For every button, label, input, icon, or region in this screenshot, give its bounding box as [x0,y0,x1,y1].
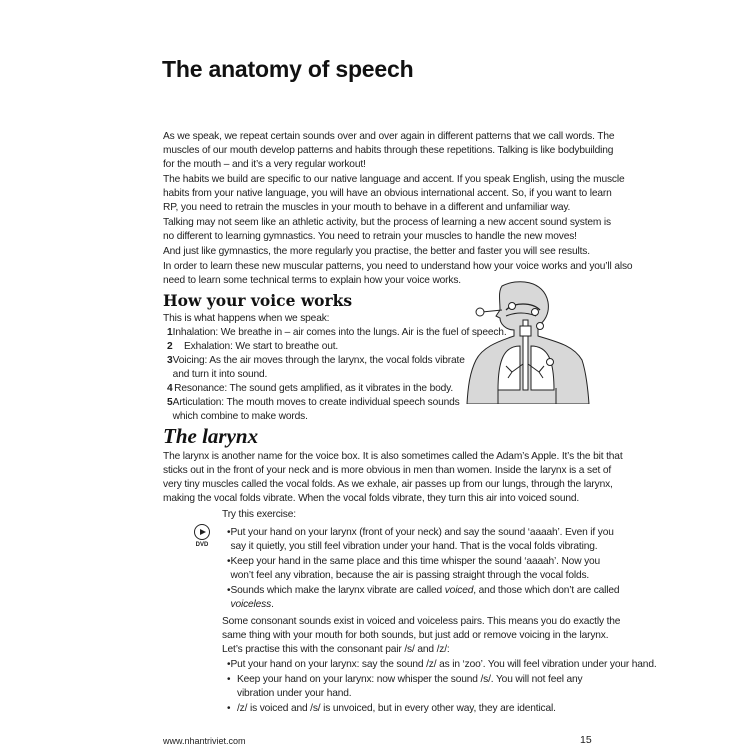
text-line: In order to learn these new muscular patterns, you need to understand how your voice works and you’ll also [163,261,633,272]
intro-paragraph [163,130,615,172]
step-number: 1 [167,327,173,338]
bullet-icon: • [227,659,231,670]
step-number: 3 [167,355,173,366]
text-line: Put your hand on your larynx: say the sound /z/ as in ‘zoo’. You will feel vibration under your hand. [230,659,657,670]
text-line: Inhalation: We breathe in – air comes into the lungs. Air is the fuel of speech. [172,327,507,338]
text-line: Some consonant sounds exist in voiced and voiceless pairs. This means you do exactly the [222,616,621,627]
text-line: need to learn some technical terms to explain how your voice works. [163,275,461,286]
section-heading-voice: How your voice works [163,291,353,310]
text-line: Talking may not seem like an athletic activity, but the process of learning a new accent sound system is [163,217,611,228]
text-line: Let’s practise this with the consonant pair /s/ and /z/: [222,644,450,655]
step-number: 5 [167,397,173,408]
play-icon [194,524,210,540]
text-line: Put your hand on your larynx (front of your neck) and say the sound ‘aaaah’. Even if you [230,527,614,538]
text-line: /z/ is voiced and /s/ is unvoiced, but in every other way, they are identical. [237,703,556,714]
bullet-item [222,673,594,701]
intro-paragraph [163,216,611,244]
text-line: And just like gymnastics, the more regularly you practise, the better and faster you will see results. [163,246,590,257]
text-line: which combine to make words. [172,411,308,422]
intro-text [163,130,633,289]
steps-lead: This is what happens when we speak: [163,313,330,324]
text: Sounds which make the larynx vibrate are called [230,585,445,596]
bullet-item [222,658,657,672]
term-voiced: voiced [444,585,474,596]
text-line: The larynx is another name for the voice box. It is also sometimes called the Adam’s Apple. It’s the bit that [163,451,623,462]
text-line: vibration under your hand. [237,688,352,699]
text-line: say it quietly, you still feel vibration under your hand. That is the vocal folds vibrating. [230,541,598,552]
text-line: very tiny muscles called the vocal folds. As we exhale, air passes up from our lungs, through the larynx, [163,479,613,490]
page-number: 15 [580,734,592,746]
text-line: no different to learning gymnastics. You need to retrain your muscles to handle the new moves! [163,231,577,242]
dvd-play-button[interactable] [192,524,212,548]
term-voiceless: voiceless [230,599,272,610]
page-title: The anatomy of speech [162,56,414,82]
text-line: The habits we build are specific to our native language and accent. If you speak English, using the muscle [163,174,625,185]
bullet-item [222,584,620,612]
text-line: and turn it into sound. [172,369,268,380]
bullet-item [222,526,614,554]
text-line: Resonance: The sound gets amplified, as it vibrates in the body. [174,383,453,394]
text: , and those which don’t are called [473,585,620,596]
step-number: 4 [167,383,173,394]
step-item [163,326,507,340]
dvd-label: DVD [195,542,209,548]
step-item [163,396,460,424]
step-item [163,382,453,396]
bullet-icon: • [227,556,231,567]
text: . [271,599,274,610]
text-line: Keep your hand on your larynx: now whisper the sound /s/. You will not feel any [237,674,583,685]
text-line: Articulation: The mouth moves to create individual speech sounds [172,397,460,408]
step-item [163,354,465,382]
text-line: won’t feel any vibration, because the air is passing straight through the vocal folds. [230,570,590,581]
respiratory-diagram [462,280,592,409]
bullet-icon: • [227,585,231,596]
intro-paragraph [163,173,625,215]
bullet-icon: • [227,674,231,685]
text-line: RP, you need to retrain the muscles in your mouth to behave in a different and unfamiliar way. [163,202,571,213]
text-line: muscles of our mouth develop patterns and habits through these repetitions. Talking is like bodybuilding [163,145,614,156]
text-line: for the mouth – and it’s a very regular workout! [163,159,366,170]
exercise-block [222,508,657,717]
step-item [163,340,453,354]
text-line: Voicing: As the air moves through the larynx, the vocal folds vibrate [172,355,465,366]
bullet-item [222,555,601,583]
bullet-item [222,702,594,716]
text-line: making the vocal folds vibrate. When the vocal folds vibrate, they turn this air into voiced sound. [163,493,580,504]
text-line: As we speak, we repeat certain sounds over and over again in different patterns that we call words. The [163,131,615,142]
intro-paragraph [163,245,593,259]
voice-steps [163,312,507,424]
step-number: 2 [167,341,173,352]
text-line: habits from your native language, you will have an obvious international accent. So, if you want to learn [163,188,612,199]
section-heading-larynx: The larynx [163,424,259,448]
text-line: same thing with your mouth for both sounds, but just add or remove voicing in the larynx. [222,630,609,641]
exercise-intro: Try this exercise: [222,509,296,520]
text-line: sticks out in the front of your neck and is more obvious in men than women. Inside the larynx is a set of [163,465,612,476]
bullet-icon: • [227,703,231,714]
footer-website: www.nhantriviet.com [163,736,246,746]
bullet-icon: • [227,527,231,538]
larynx-paragraph [163,450,623,506]
text-line: Exhalation: We start to breathe out. [184,341,339,352]
text-line: Keep your hand in the same place and this time whisper the sound ‘aaaah’. Now you [230,556,601,567]
